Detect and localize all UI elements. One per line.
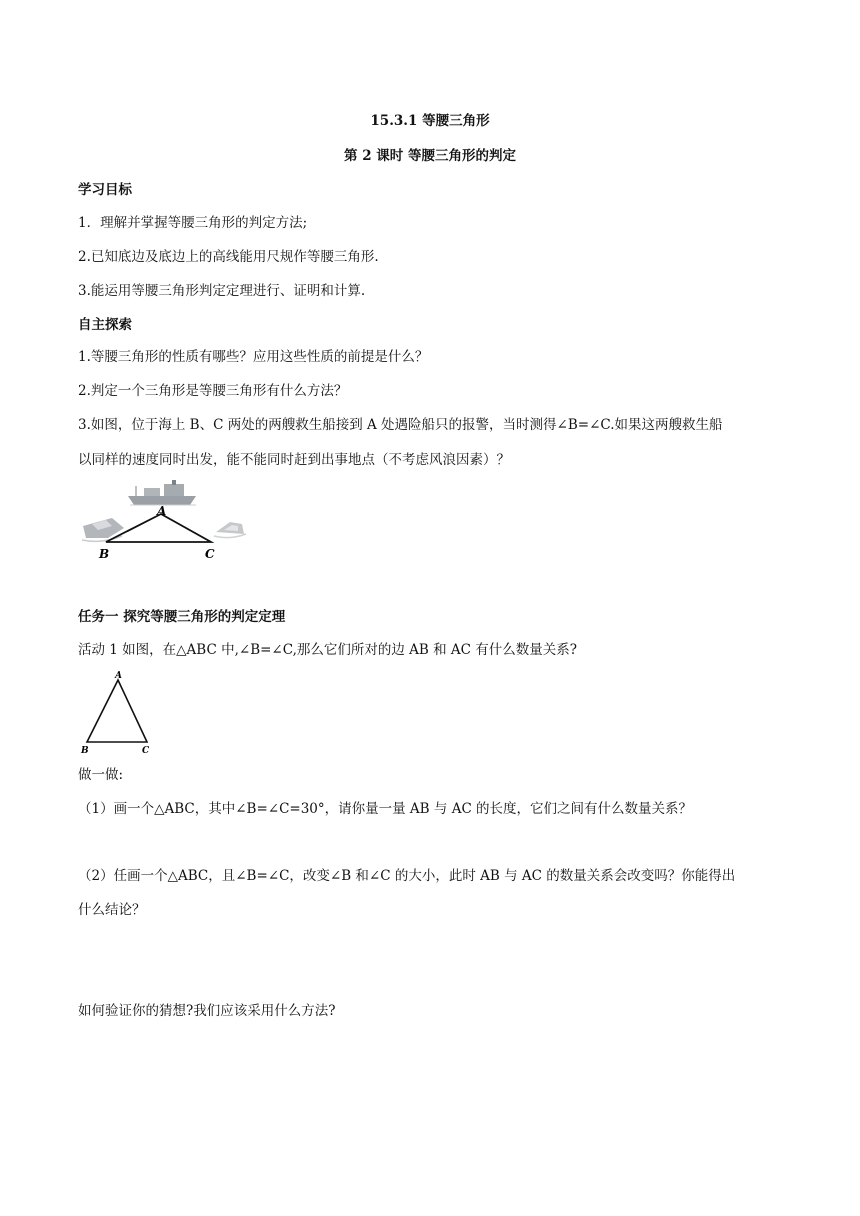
exercise-1: （1）画一个△ABC，其中∠B=∠C=30°，请你量一量 AB 与 AC 的长度，它们之间有什么数量关系？ <box>78 801 693 817</box>
lesson-subtitle: 第 2 课时 等腰三角形的判定 <box>344 148 516 164</box>
goal-item: 3.能运用等腰三角形判定定理进行、证明和计算. <box>78 283 366 299</box>
activity-1-text: 活动 1 如图，在△ABC 中,∠B=∠C,那么它们所对的边 AB 和 AC 有什么数量关系? <box>78 642 578 658</box>
document-title: 15.3.1 等腰三角形 <box>370 113 490 129</box>
vertex-label-c: C <box>142 746 150 756</box>
goal-item: 2.已知底边及底边上的高线能用尺规作等腰三角形. <box>78 249 379 265</box>
exercise-2-line-1: （2）任画一个△ABC，且∠B=∠C，改变∠B 和∠C 的大小，此时 AB 与 AC 的数量关系会改变吗？你能得出 <box>78 868 736 884</box>
explore-heading: 自主探索 <box>78 317 132 333</box>
explore-question-2: 2.判定一个三角形是等腰三角形有什么方法？ <box>78 383 348 399</box>
vertex-label-b: B <box>99 547 110 561</box>
ship-icon <box>128 480 196 505</box>
exercise-2-line-2: 什么结论？ <box>78 902 146 918</box>
task1-heading: 任务一 探究等腰三角形的判定定理 <box>78 609 286 625</box>
triangle-shape <box>87 680 147 742</box>
vertex-label-b: B <box>81 746 89 756</box>
boat-icon <box>214 522 246 538</box>
triangle-abc-figure <box>78 668 158 756</box>
vertex-label-a: A <box>157 504 167 518</box>
rescue-ships-figure <box>78 478 248 568</box>
verify-question: 如何验证你的猜想?我们应该采用什么方法? <box>78 1003 336 1019</box>
vertex-label-a: A <box>115 671 122 681</box>
try-it-label: 做一做: <box>78 767 124 783</box>
goal-item: 1．理解并掌握等腰三角形的判定方法; <box>78 215 308 231</box>
goals-heading: 学习目标 <box>78 182 132 198</box>
explore-question-1: 1.等腰三角形的性质有哪些？应用这些性质的前提是什么？ <box>78 349 429 365</box>
explore-question-3-line-2: 以同样的速度同时出发，能不能同时赶到出事地点（不考虑风浪因素）？ <box>78 452 510 468</box>
boat-icon <box>82 518 124 541</box>
vertex-label-c: C <box>205 547 215 561</box>
explore-question-3-line-1: 3.如图，位于海上 B、C 两处的两艘救生船接到 A 处遇险船只的报警，当时测得∠B=∠C.如果这两艘救生船 <box>78 417 723 433</box>
